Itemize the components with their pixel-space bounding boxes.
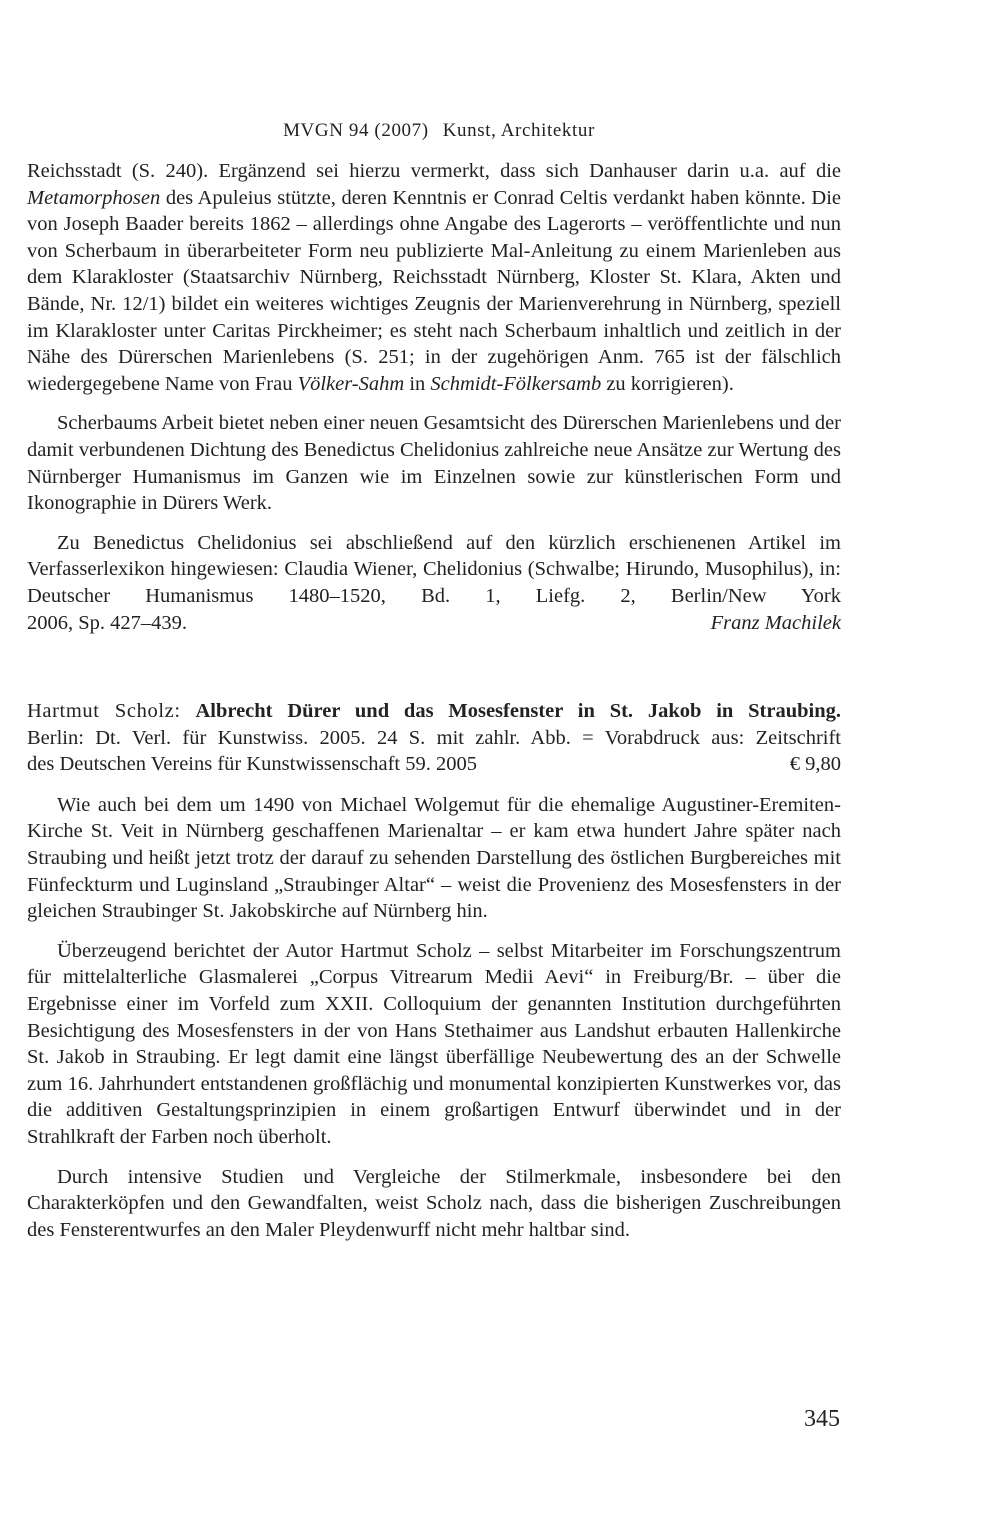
- running-head: [27, 120, 841, 142]
- italic-title: Metamorphosen: [27, 186, 161, 209]
- review1-paragraph-1: [27, 158, 841, 397]
- review1-paragraph-2: Scherbaums Arbeit bietet neben einer neuen Gesamtsicht des Dürerschen Marienlebens und der damit verbundenen Dichtung des Benedictus Chelidonius zahlreiche neue Ansätze zur Wertung des Nürnberger Humanismus im Ganzen wie im Einzelnen sowie zur künstlerischen Form und Ikonographie in Dürers Werk.: [27, 412, 841, 515]
- journal-reference: MVGN 94 (2007): [283, 120, 429, 141]
- book-series: des Deutschen Vereins für Kunstwissenschaft 59. 2005: [27, 753, 477, 776]
- page-body: [27, 120, 841, 1243]
- section-title: Kunst, Architektur: [442, 120, 595, 141]
- text-run: in: [404, 372, 431, 395]
- text-run: zu korrigieren).: [601, 372, 734, 395]
- italic-name: Völker-Sahm: [297, 372, 405, 395]
- page-number: 345: [804, 1406, 840, 1432]
- book-title: Albrecht Dürer und das Mosesfenster in St. Jakob in Straubing.: [195, 700, 842, 723]
- section-gap: [27, 636, 841, 698]
- review2-paragraph-1: Wie auch bei dem um 1490 von Michael Wolgemut für die ehemalige Augustiner-Eremiten-Kirche St. Veit in Nürnberg geschaffenen Marienaltar – er kam etwa hundert Jahre später nach Straubing und heißt jetzt trotz der darauf zu sehenden Darstellung des östlichen Burgbereiches mit Fünfeckturm und Luginsland „Straubinger Altar“ – weist die Provenienz des Mosesfensters in der gleichen Straubinger St. Jakobskirche auf Nürnberg hin.: [27, 793, 841, 923]
- review2-paragraph-2: Überzeugend berichtet der Autor Hartmut Scholz – selbst Mitarbeiter im Forschungszentrum für mittelalterliche Glasmalerei „Corpus Vitrearum Medii Aevi“ in Freiburg/Br. – über die Ergebnisse einer im Vorfeld zum XXII. Colloquium der genannten Institution durchgeführten Besichtigung des Mosesfensters in der von Hans Stethaimer aus Landshut erbauten Hallenkirche St. Jakob in Straubing. Er legt damit eine längst überfällige Neubewertung des an der Schwelle zum 16. Jahrhundert entstandenen großflächig und monumental konzipierten Kunstwerkes vor, das die additiven Gestaltungsprinzipien in einem großartigen Entwurf überwindet und in der Strahlkraft der Farben noch überholt.: [27, 939, 841, 1148]
- text-run: des Apuleius stützte, deren Kenntnis er Conrad Celtis verdankt haben könnte. Die von Joseph Baader bereits 1862 – allerdings ohne Angabe des Lagerorts – veröffentlichte und nun von Scherbaum in überarbeiteter Form neu publizierte Mal-Anleitung zu einem Marienleben aus dem Klarakloster (Staatsarchiv Nürnberg, Reichsstadt Nürnberg, Kloster St. Klara, Akten und Bände, Nr. 12/1) bildet ein weiteres wichtiges Zeugnis der Marienverehrung in Nürnberg, speziell im Klarakloster unter Caritas Pirckheimer; es steht nach Scherbaum inhaltlich und zeitlich in der Nähe des Dürerschen Marienlebens (S. 251; in der zugehörigen Anm. 765 ist der fälschlich wiedergegebene Name von Frau: [27, 186, 841, 395]
- book-bibliography: Berlin: Dt. Verl. für Kunstwiss. 2005. 24 S. mit zahlr. Abb. = Vorabdruck aus: Zeitschrift: [27, 726, 841, 749]
- review1-paragraph-3: Zu Benedictus Chelidonius sei abschließend auf den kürzlich erschienenen Artikel im Verfasserlexikon hingewiesen: Claudia Wiener, Chelidonius (Schwalbe; Hirundo, Musophilus), in: Deutscher Humanismus 1480–1520, Bd. 1, Liefg. 2, Berlin/New York: [27, 531, 841, 607]
- book-price: € 9,80: [789, 753, 841, 776]
- review2-paragraph-3: Durch intensive Studien und Vergleiche der Stilmerkmale, insbesondere bei den Charakterköpfen und den Gewandfalten, weist Scholz nach, dass die bisherigen Zuschreibungen des Fensterentwurfes an den Maler Pleydenwurff nicht mehr haltbar sind.: [27, 1165, 841, 1241]
- review2-book-heading: [27, 698, 841, 778]
- text-run: Reichsstadt (S. 240). Ergänzend sei hierzu vermerkt, dass sich Danhauser darin u.a. auf die: [27, 160, 841, 182]
- reviewer-name: Franz Machilek: [710, 611, 841, 634]
- book-bibliography-end: [27, 751, 841, 778]
- book-author: Hartmut Scholz:: [27, 700, 181, 723]
- italic-name: Schmidt-Fölkersamb: [430, 372, 602, 395]
- review1-signature-line: [27, 610, 841, 637]
- citation-end: 2006, Sp. 427–439.: [27, 611, 188, 634]
